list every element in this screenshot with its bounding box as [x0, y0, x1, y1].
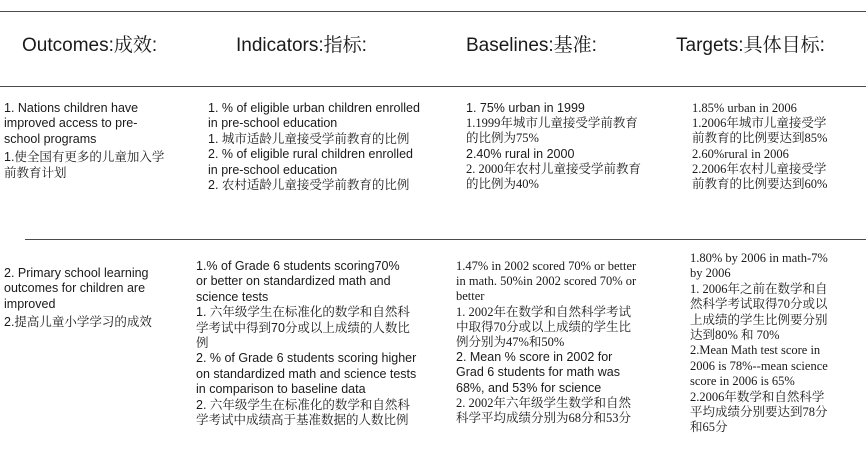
row1-baseline-cell [466, 101, 686, 192]
row1-target-line: 1.2006年城市儿童接受学 [692, 116, 827, 131]
row2-baseline-line: 68%, and 53% for science [456, 380, 602, 395]
row2-indicator-line: 学考试中得到70分或以上成绩的人数比 [196, 320, 410, 335]
row2-baseline-line: 1. 2002年在数学和自然科学考试 [456, 304, 632, 319]
row2-target-line: 然科学考试取得70分或以 [690, 297, 828, 312]
row1-indicator-line: in pre-school education [208, 116, 338, 131]
row2-baseline-line: 2. Mean % score in 2002 for [456, 350, 613, 365]
row2-baseline-line: Grad 6 students for math was [456, 365, 620, 380]
top-rule [0, 11, 866, 12]
row2-indicator-line: 2. 六年级学生在标准化的数学和自然科 [196, 397, 410, 412]
header-outcomes: Outcomes:成效: [22, 35, 158, 56]
row2-indicator-line: 1.% of Grade 6 students scoring70% [196, 259, 400, 273]
row2-target-line: 2.Mean Math test score in [690, 343, 821, 358]
row1-target-line: 2.60%rural in 2006 [692, 146, 789, 161]
row2-target-line: 1.80% by 2006 in math-7% [690, 251, 828, 265]
header-indicators: Indicators:指标: [236, 35, 367, 56]
row1-outcome-line: 前教育计划 [4, 165, 67, 180]
row1-indicator-line: 2. 农村适龄儿童接受学前教育的比例 [208, 178, 410, 193]
row1-outcome-line: improved access to pre- [4, 116, 138, 131]
row2-baseline-line: 科学平均成绩分别为68分和53分 [456, 411, 632, 426]
row2-target-line: score in 2006 is 65% [690, 374, 795, 389]
row2-target-line: 2.2006年数学和自然科学 [690, 389, 825, 404]
row1-target-line: 2.2006年农村儿童接受学 [692, 161, 827, 176]
row2-target-line: 和65分 [690, 420, 728, 435]
row2-indicator-line: 学考试中成绩高于基准数据的人数比例 [196, 413, 409, 428]
row1-target-line: 1.85% urban in 2006 [692, 101, 797, 115]
header-baselines: Baselines:基准: [466, 35, 597, 56]
row2-outcome-cell [4, 266, 204, 331]
row1-indicator-line: 1. % of eligible urban children enrolled [208, 101, 420, 115]
row1-target-cell [692, 101, 864, 192]
row2-baseline-line: 中取得70分或以上成绩的学生比 [456, 319, 632, 334]
row2-indicator-line: on standardized math and science tests [196, 366, 417, 381]
row-divider [25, 239, 866, 240]
row2-baseline-line: in math. 50%in 2002 scored 70% or [456, 274, 637, 289]
row1-baseline-line: 的比例为75% [466, 131, 539, 146]
row2-baseline-line: 例分别为47%和50% [456, 335, 565, 350]
row2-outcome-line: outcomes for children are [4, 281, 146, 296]
row1-baseline-line: 的比例为40% [466, 177, 539, 192]
row2-target-line: 上成绩的学生比例要分别 [690, 312, 828, 327]
row1-indicator-cell [208, 101, 460, 193]
row2-outcome-line: 2. Primary school learning [4, 266, 149, 280]
row1-indicator-line: 2. % of eligible rural children enrolled [208, 147, 413, 162]
row1-outcome-line: school programs [4, 131, 97, 146]
row1-target-line: 前教育的比例要达到85% [692, 131, 828, 146]
row1-baseline-line: 1.1999年城市儿童接受学前教育 [466, 116, 638, 131]
row2-indicator-line: or better on standardized math and [196, 274, 391, 289]
row2-target-line: 平均成绩分别要达到78分 [690, 405, 828, 420]
row1-outcome-line: 1.使全国有更多的儿童加入学 [4, 150, 165, 165]
row2-indicator-line: 例 [196, 336, 209, 351]
row2-baseline-line: better [456, 289, 485, 304]
row1-baseline-line: 2.40% rural in 2000 [466, 146, 575, 161]
row2-outcome-line: 2.提高儿童小学学习的成效 [4, 315, 152, 330]
row1-outcome-line: 1. Nations children have [4, 101, 139, 115]
row2-target-line: 1. 2006年之前在数学和自 [690, 281, 828, 296]
header-rule [0, 86, 866, 87]
row2-indicator-cell [196, 259, 462, 428]
row1-outcome-cell [4, 101, 204, 181]
row1-target-line: 前教育的比例要达到60% [692, 177, 828, 192]
row2-baseline-cell [456, 259, 684, 426]
row2-indicator-line: 2. % of Grade 6 students scoring higher [196, 351, 417, 366]
row2-target-line: by 2006 [690, 266, 731, 281]
row2-indicator-line: 1. 六年级学生在标准化的数学和自然科 [196, 305, 410, 320]
row2-baseline-line: 2. 2002年六年级学生数学和自然 [456, 395, 632, 410]
row2-indicator-line: science tests [196, 289, 269, 304]
header-targets: Targets:具体目标: [676, 35, 825, 56]
row1-indicator-line: 1. 城市适龄儿童接受学前教育的比例 [208, 131, 410, 146]
row2-target-line: 2006 is 78%--mean science [690, 358, 828, 373]
row1-indicator-line: in pre-school education [208, 162, 338, 177]
row2-baseline-line: 1.47% in 2002 scored 70% or better [456, 259, 637, 273]
row2-target-line: 达到80% 和 70% [690, 328, 780, 343]
row2-outcome-line: improved [4, 296, 56, 311]
row1-baseline-line: 1. 75% urban in 1999 [466, 101, 585, 115]
row2-indicator-line: in comparison to baseline data [196, 382, 366, 397]
row1-baseline-line: 2. 2000年农村儿童接受学前教育 [466, 161, 642, 176]
row2-target-cell [690, 251, 864, 436]
